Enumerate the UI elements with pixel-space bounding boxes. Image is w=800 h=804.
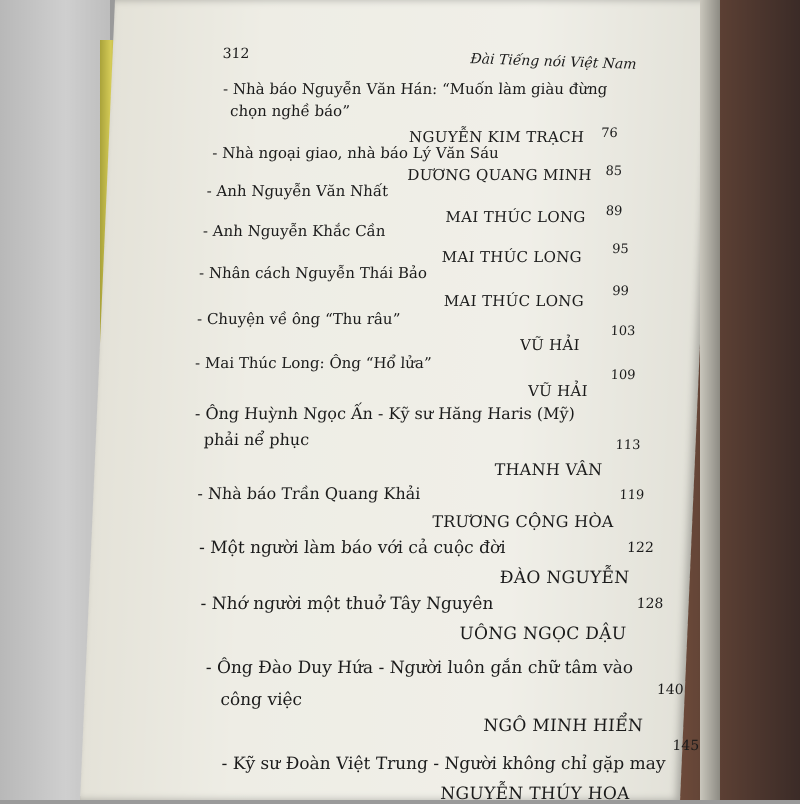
entry-page: 95 <box>611 242 629 257</box>
entry-title-continued: chọn nghề báo” <box>229 102 351 120</box>
entry-author: TRƯƠNG CỘNG HÒA <box>431 512 615 531</box>
page-number: 312 <box>222 46 250 62</box>
entry-page: 103 <box>610 324 636 339</box>
entry-author: MAI THÚC LONG <box>443 292 585 310</box>
entry-title: - Kỹ sư Đoàn Việt Trung - Người không chỉ gặp may <box>221 754 666 774</box>
entry-author: ĐÀO NGUYỄN <box>499 568 630 588</box>
entry-page: 76 <box>600 126 619 141</box>
entry-title-continued: phải nể phục <box>203 430 310 449</box>
entry-title: - Nhớ người một thuở Tây Nguyên <box>200 594 494 614</box>
entry-page: 85 <box>605 164 623 179</box>
page-edge-shadow <box>700 0 720 800</box>
entry-title: - Nhà báo Nguyễn Văn Hán: “Muốn làm giàu đừng <box>222 80 608 98</box>
entry-author: MAI THÚC LONG <box>441 248 583 266</box>
entry-title: - Anh Nguyễn Khắc Cần <box>202 222 386 240</box>
entry-page: 128 <box>636 596 664 612</box>
entry-title: - Nhà báo Trần Quang Khải <box>197 484 421 503</box>
entry-author: DƯƠNG QUANG MINH <box>406 166 593 184</box>
entry-title-continued: công việc <box>220 690 303 710</box>
entry-page: 122 <box>626 540 655 556</box>
entry-page: 113 <box>615 438 641 453</box>
entry-title: - Nhà ngoại giao, nhà báo Lý Văn Sáu <box>211 144 500 162</box>
entry-author: UÔNG NGỌC DẬU <box>458 624 627 644</box>
book-page <box>80 0 715 804</box>
entry-title: - Một người làm báo với cả cuộc đời <box>198 538 507 558</box>
entry-title: - Ông Huỳnh Ngọc Ấn - Kỹ sư Hăng Haris (Mỹ) <box>194 404 576 423</box>
entry-author: NGÔ MINH HIỂN <box>482 716 644 736</box>
entry-title: - Chuyện về ông “Thu râu” <box>196 310 401 328</box>
entry-title: - Ông Đào Duy Hứa - Người luôn gắn chữ tâm vào <box>205 658 634 678</box>
entry-author: THANH VÂN <box>494 460 603 479</box>
entry-title: - Anh Nguyễn Văn Nhất <box>206 182 389 200</box>
entry-page: 140 <box>656 682 684 698</box>
entry-author: VŨ HẢI <box>519 336 581 354</box>
entry-page: 89 <box>605 204 623 219</box>
running-title: Đài Tiếng nói Việt Nam <box>469 51 638 73</box>
entry-author: MAI THÚC LONG <box>445 208 587 226</box>
entry-author: NGUYỄN THÚY HOA <box>439 784 631 804</box>
entry-title: - Mai Thúc Long: Ông “Hổ lửa” <box>194 354 432 372</box>
entry-author: VŨ HẢI <box>527 382 589 400</box>
entry-author: NGUYỄN KIM TRẠCH <box>408 128 585 146</box>
entry-page: 99 <box>611 284 630 299</box>
entry-page: 119 <box>619 488 645 503</box>
entry-title: - Nhân cách Nguyễn Thái Bảo <box>198 264 428 282</box>
entry-page: 145 <box>672 738 700 754</box>
entry-page: 109 <box>610 368 636 383</box>
